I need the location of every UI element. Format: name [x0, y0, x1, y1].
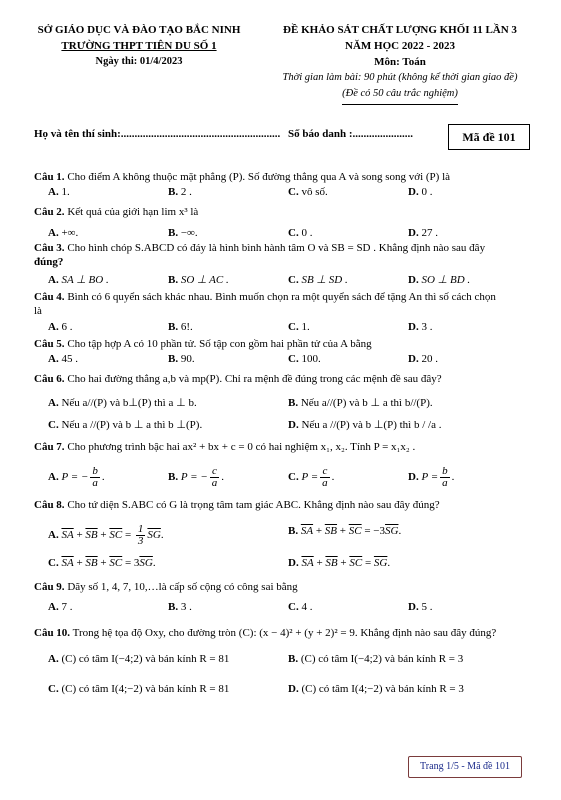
option-a: SA ⊥ BO . [61, 274, 109, 286]
exam-time: Thời gian làm bài: 90 phút (không kể thời gian giao đề) [282, 72, 518, 83]
option-b: (C) có tâm I(−4;2) và bán kính R = 3 [300, 653, 464, 665]
option-d: SO ⊥ BD . [421, 274, 471, 286]
option-c: vô số. [301, 186, 328, 198]
school-year: NĂM HỌC 2022 - 2023 [345, 40, 455, 52]
option-d: D. P = $\frac{b}{a}$ . [408, 465, 455, 489]
question-text: Dãy số 1, 4, 7, 10,…là cấp số cộng có công sai bằng [67, 581, 298, 593]
question-8: Câu 8. Cho tứ diện S.ABC có G là trọng tâm tam giác ABC. Khẳng định nào sau đây đúng? [34, 499, 440, 511]
option-c: SB ⊥ SD . [301, 274, 348, 286]
option-a: 7 . [61, 601, 73, 613]
question-text: Kết quả của giới hạn lim x³ là [67, 206, 199, 218]
question-7-options [48, 466, 538, 492]
question-text: Cho phương trình bậc hai ax² + bx + c = 0 có hai nghiệm x₁, x₂. Tính P = x₁x₂ . [67, 441, 416, 453]
question-8-options-row2 [48, 556, 538, 570]
student-name-field: Họ và tên thí sinh:.......................................................... [34, 128, 281, 140]
option-d: 20 . [421, 353, 438, 365]
option-c: 4 . [301, 601, 313, 613]
option-c: C. P = $\frac{c}{a}$ . [288, 465, 335, 489]
option-d: D. $\overline{SA} + \overline{SB} + \overline{SC} = \overline{SG}$. [288, 557, 391, 569]
question-2: Câu 2. Kết quả của giới hạn lim x³ là [34, 206, 199, 218]
question-text: Cho điểm A không thuộc mặt phẳng (P). Số đường thẳng qua A và song song với (P) là [67, 171, 451, 183]
question-9: Câu 9. Dãy số 1, 4, 7, 10,…là cấp số cộng có công sai bằng [34, 581, 298, 593]
question-6-options-row2: C. Nếu a //(P) và b ⊥ a thì b ⊥(P). D. Nếu a //(P) và b ⊥(P) thì b / /a . [48, 419, 442, 431]
exam-title: ĐỀ KHẢO SÁT CHẤT LƯỢNG KHỐI 11 LẦN 3 [283, 24, 517, 36]
header-left [24, 22, 254, 70]
option-a: Nếu a//(P) và b⊥(P) thì a ⊥ b. [61, 397, 197, 409]
option-a: A. P = − $\frac{b}{a}$ . [48, 465, 105, 489]
question-10-options-row1: A. (C) có tâm I(−4;2) và bán kính R = 81 B. (C) có tâm I(−4;2) và bán kính R = 3 [48, 653, 464, 665]
question-text: Cho hai đường thẳng a,b và mp(P). Chỉ ra mệnh đề đúng trong các mệnh đề sau đây? [67, 373, 442, 385]
option-b: Nếu a//(P) và b ⊥ a thì b//(P). [300, 397, 433, 409]
option-a: 1. [61, 186, 70, 198]
exam-note: (Đề có 50 câu trắc nghiệm) [342, 86, 458, 105]
option-a: 45 . [61, 353, 78, 365]
option-c: 0 . [301, 227, 313, 239]
question-7: Câu 7. Cho phương trình bậc hai ax² + bx + c = 0 có hai nghiệm x₁, x₂. Tính P = x₁x₂ . [34, 441, 416, 453]
question-3-options: A. SA ⊥ BO . B. SO ⊥ AC . C. SB ⊥ SD . D. SO ⊥ BD . [48, 274, 471, 286]
option-b: 6!. [180, 321, 193, 333]
option-d: Nếu a //(P) và b ⊥(P) thì b / /a . [301, 419, 442, 431]
option-c: C. $\overline{SA} + \overline{SB} + \overline{SC} = 3\overline{SG}$. [48, 557, 156, 569]
option-b: 3 . [180, 601, 192, 613]
student-id-field: Số báo danh :...................... [288, 128, 414, 140]
option-d: 3 . [421, 321, 433, 333]
question-4: Câu 4. Bình có 6 quyển sách khác nhau. Bình muốn chọn ra một quyển sách để tặng An thì số cách chọn là [34, 291, 496, 317]
question-9-options: A. 7 . B. 3 . C. 4 . D. 5 . [48, 601, 433, 613]
option-b: −∞. [180, 227, 198, 239]
question-3: Câu 3. Cho hình chóp S.ABCD có đáy là hình bình hành tâm O và SB = SD . Khẳng định nào sau đây đúng? [34, 242, 486, 268]
question-5: Câu 5. Cho tập hợp A có 10 phần tử. Số tập con gồm hai phần tử của A bằng [34, 338, 372, 350]
question-5-options: A. 45 . B. 90. C. 100. D. 20 . [48, 353, 438, 365]
question-10: Câu 10. Trong hệ tọa độ Oxy, cho đường tròn (C): (x − 4)² + (y + 2)² = 9. Khẳng định nào sau đây đúng? [34, 627, 497, 639]
question-1: Câu 1. Cho điểm A không thuộc mặt phẳng (P). Số đường thẳng qua A và song song với (P) là [34, 171, 451, 183]
question-text: Cho tập hợp A có 10 phần tử. Số tập con gồm hai phần tử của A bằng [67, 338, 372, 350]
question-text: Trong hệ tọa độ Oxy, cho đường tròn (C): (x − 4)² + (y + 2)² = 9. Khẳng định nào sau đây đúng? [72, 627, 497, 639]
question-2-options: A. +∞. B. −∞. C. 0 . D. 27 . [48, 227, 438, 239]
option-a: 6 . [61, 321, 73, 333]
option-d: (C) có tâm I(4;−2) và bán kính R = 3 [301, 683, 464, 695]
option-c: Nếu a //(P) và b ⊥ a thì b ⊥(P). [61, 419, 203, 431]
question-6-options-row1: A. Nếu a//(P) và b⊥(P) thì a ⊥ b. B. Nếu a//(P) và b ⊥ a thì b//(P). [48, 397, 433, 409]
question-10-options-row2: C. (C) có tâm I(4;−2) và bán kính R = 81 D. (C) có tâm I(4;−2) và bán kính R = 3 [48, 683, 464, 695]
option-c: (C) có tâm I(4;−2) và bán kính R = 81 [61, 683, 230, 695]
question-4-options: A. 6 . B. 6!. C. 1. D. 3 . [48, 321, 433, 333]
question-6: Câu 6. Cho hai đường thẳng a,b và mp(P). Chỉ ra mệnh đề đúng trong các mệnh đề sau đây? [34, 373, 442, 385]
option-d: 0 . [421, 186, 433, 198]
option-c: 100. [301, 353, 321, 365]
option-b: 2 . [180, 186, 192, 198]
option-a: +∞. [61, 227, 79, 239]
question-text: Bình có 6 quyển sách khác nhau. Bình muốn chọn ra một quyển sách để tặng An thì số cách chọn [67, 291, 496, 303]
subject: Môn: Toán [374, 56, 426, 68]
question-text: Cho hình chóp S.ABCD có đáy là hình bình hành tâm O và SB = SD . Khẳng định nào sau đây [67, 242, 486, 254]
option-a: (C) có tâm I(−4;2) và bán kính R = 81 [61, 653, 230, 665]
question-text: Cho tứ diện S.ABC có G là trọng tâm tam giác ABC. Khẳng định nào sau đây đúng? [67, 499, 440, 511]
question-1-options: A. 1. B. 2 . C. vô số. D. 0 . [48, 186, 433, 198]
page-footer: Trang 1/5 - Mã đề 101 [408, 756, 522, 778]
option-b: B. $\overline{SA} + \overline{SB} + \overline{SC} = -3\overline{SG}$. [288, 525, 402, 537]
option-a: A. $\overline{SA} + \overline{SB} + \overline{SC}$ = $\frac{1}{3}$ $\overline{SG}$. [48, 523, 164, 547]
exam-code-box: Mã đề 101 [448, 124, 530, 150]
department-name: SỞ GIÁO DỤC VÀ ĐÀO TẠO BẮC NINH [37, 24, 241, 36]
option-b: SO ⊥ AC . [180, 274, 229, 286]
option-b: 90. [180, 353, 195, 365]
question-8-options-row1 [48, 524, 538, 548]
exam-date: Ngày thi: 01/4/2023 [95, 56, 183, 67]
option-b: B. P = − $\frac{c}{a}$ . [168, 465, 224, 489]
option-d: 27 . [421, 227, 438, 239]
option-c: 1. [301, 321, 310, 333]
school-name: TRƯỜNG THPT TIÊN DU SỐ 1 [61, 40, 217, 52]
header-right [250, 22, 550, 105]
option-d: 5 . [421, 601, 433, 613]
